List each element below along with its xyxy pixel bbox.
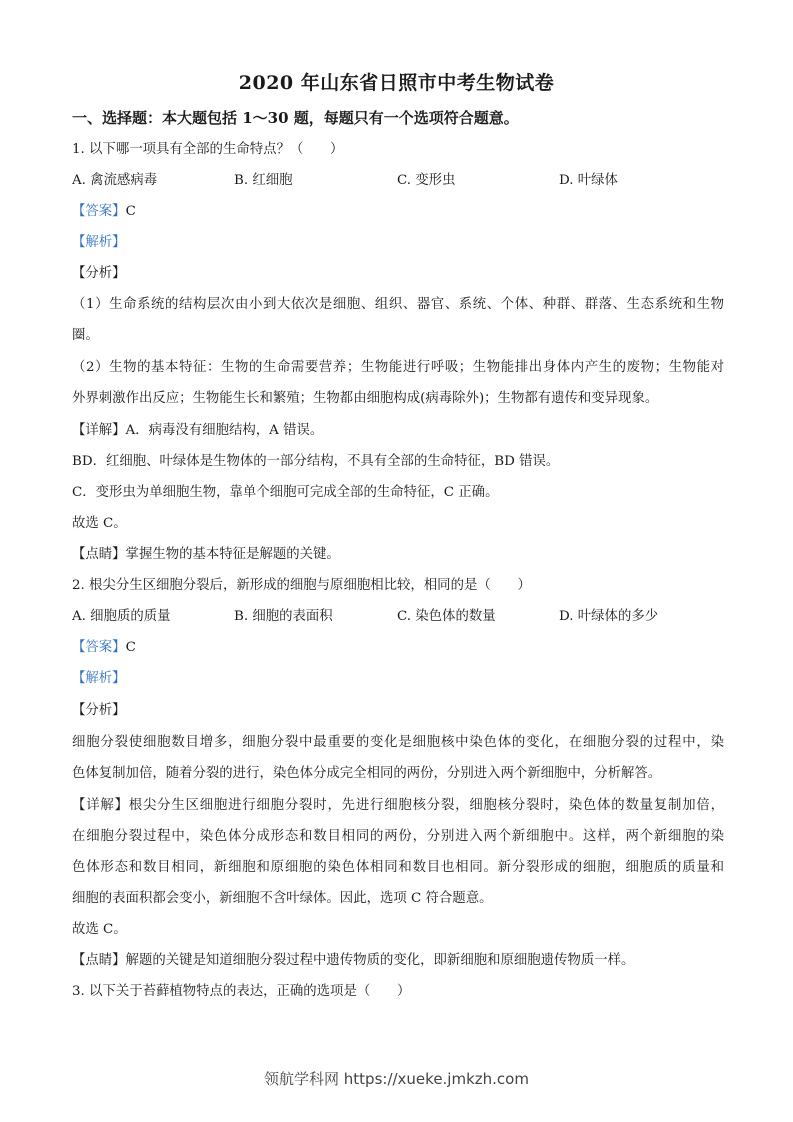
q1-para2-line2: 外界刺激作出反应；生物能生长和繁殖；生物都由细胞构成(病毒除外)；生物都有遗传和变异现象。	[72, 391, 659, 406]
question-2-stem: 2. 根尖分生区细胞分裂后，新形成的细胞与原细胞相比较，相同的是（ ）	[72, 578, 531, 593]
question-1-stem: 1. 以下哪一项具有全部的生命特点？（ ）	[72, 142, 344, 157]
q1-para1-line2: 圈。	[72, 328, 99, 343]
q2-dianjing: 【点睛】解题的关键是知道细胞分裂过程中遗传物质的变化，即新细胞和原细胞遗传物质一样。	[72, 953, 635, 968]
section-heading: 一、选择题：本大题包括 1～30 题，每题只有一个选项符合题意。	[72, 109, 519, 127]
q1-option-d: D. 叶绿体	[559, 173, 618, 188]
q1-fenxi-label: 【分析】	[72, 266, 126, 281]
q1-detail-3: C．变形虫为单细胞生物，靠单个细胞可完成全部的生命特征，C 正确。	[72, 485, 499, 500]
q1-para1-line1: （1）生命系统的结构层次由小到大依次是细胞、组织、器官、系统、个体、种群、群落、生态系统和生物	[72, 297, 724, 312]
q1-para2-line1: （2）生物的基本特征：生物的生命需要营养；生物能进行呼吸；生物能排出身体内产生的废物；生物能对	[72, 360, 724, 375]
q1-choice: 故选 C。	[72, 516, 127, 531]
q2-option-a: A. 细胞质的质量	[72, 609, 171, 624]
q1-analysis-label: 【解析】	[72, 235, 126, 250]
q1-option-a: A. 禽流感病毒	[72, 173, 158, 188]
answer-value: C	[125, 204, 136, 219]
q2-analysis-label: 【解析】	[72, 671, 126, 686]
q1-option-b: B. 红细胞	[234, 173, 293, 188]
q1-option-c: C. 变形虫	[397, 173, 456, 188]
q2-detail-line2: 在细胞分裂过程中，染色体分成形态和数目相同的两份，分别进入两个新细胞中。这样，两个新细胞的染	[72, 829, 724, 844]
q1-detail-1: 【详解】A．病毒没有细胞结构，A 错误。	[72, 423, 324, 438]
q2-detail-line1: 【详解】根尖分生区细胞进行细胞分裂时，先进行细胞核分裂，细胞核分裂时，染色体的数量复制加倍，	[72, 798, 724, 813]
q2-option-c: C. 染色体的数量	[397, 609, 496, 624]
question-3-stem: 3. 以下关于苔藓植物特点的表达，正确的选项是（ ）	[72, 984, 411, 999]
q2-detail-line3: 色体形态和数目相同，新细胞和原细胞的染色体相同和数目也相同。新分裂形成的细胞，细胞质的质量和	[72, 860, 724, 875]
q2-choice: 故选 C。	[72, 922, 127, 937]
q1-detail-2: BD．红细胞、叶绿体是生物体的一部分结构，不具有全部的生命特征，BD 错误。	[72, 454, 560, 469]
q2-option-d: D. 叶绿体的多少	[559, 609, 659, 624]
answer-label: 【答案】	[72, 640, 126, 655]
q2-answer	[72, 632, 724, 663]
answer-label: 【答案】	[72, 204, 126, 219]
q2-option-b: B. 细胞的表面积	[234, 609, 333, 624]
q2-analysis-line2: 色体复制加倍，随着分裂的进行，染色体分成完全相同的两份，分别进入两个新细胞中，分析解答。	[72, 766, 662, 781]
q2-fenxi-label: 【分析】	[72, 703, 126, 718]
q2-analysis-line1: 细胞分裂使细胞数目增多，细胞分裂中最重要的变化是细胞核中染色体的变化，在细胞分裂的过程中，染	[72, 735, 724, 750]
q1-answer	[72, 196, 724, 227]
page-footer: 领航学科网 https://xueke.jmkzh.com	[264, 1070, 529, 1088]
answer-value: C	[125, 640, 136, 655]
page-title: 2020 年山东省日照市中考生物试卷	[238, 72, 555, 94]
q2-detail-line4: 细胞的表面积都会变小，新细胞不含叶绿体。因此，选项 C 符合题意。	[72, 891, 493, 906]
q1-dianjing: 【点睛】掌握生物的基本特征是解题的关键。	[72, 547, 340, 562]
